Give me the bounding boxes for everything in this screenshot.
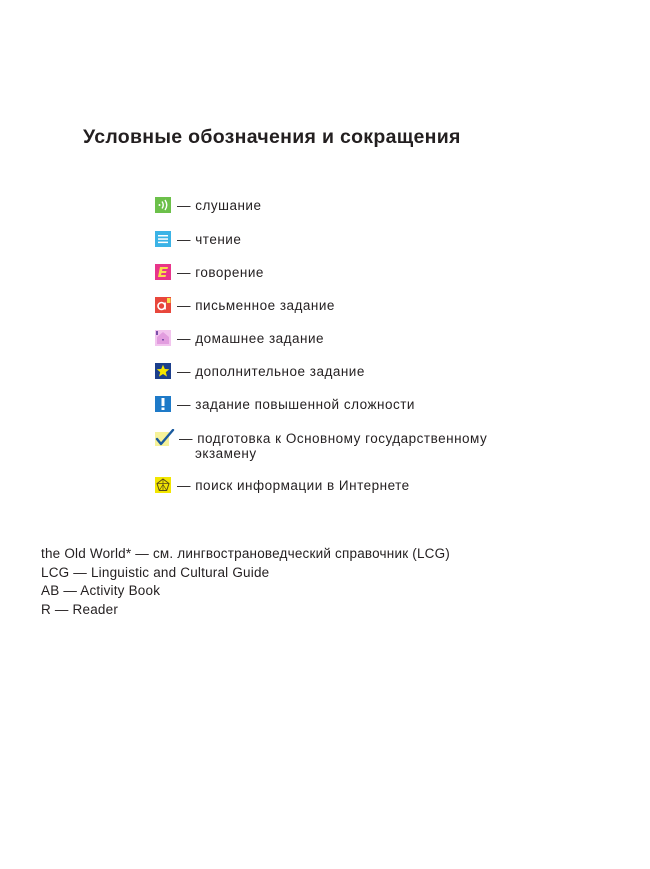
legend-label: — слушание	[177, 198, 262, 213]
legend-label: — письменное задание	[177, 298, 335, 313]
abbreviation-old-world: the Old World* — см. лингвострановедческий справочник (LCG)	[41, 546, 450, 561]
reading-icon	[155, 231, 171, 247]
legend-item-additional	[155, 364, 365, 379]
listening-icon	[155, 197, 171, 213]
legend-item-homework	[155, 331, 324, 346]
legend-label: — домашнее задание	[177, 331, 325, 346]
legend-item-internet-search	[155, 478, 410, 493]
speaking-icon	[155, 264, 171, 280]
exclamation-icon	[155, 396, 171, 412]
legend-label-continuation: экзамену	[195, 446, 257, 461]
legend-item-listening	[155, 198, 261, 213]
abbreviation-r: R — Reader	[41, 601, 119, 617]
checkmark-icon	[155, 429, 175, 447]
legend-label: — поиск информации в Интернете	[177, 478, 410, 493]
legend-item-exam-prep	[155, 431, 487, 461]
legend-label: — чтение	[177, 232, 242, 247]
abbreviation-lcg: LCG — Linguistic and Cultural Guide	[41, 564, 270, 580]
legend-label: — дополнительное задание	[177, 364, 365, 379]
legend-item-advanced	[155, 397, 415, 412]
star-icon	[155, 363, 171, 379]
legend-item-writing	[155, 298, 335, 313]
legend-label: — задание повышенной сложности	[177, 397, 415, 412]
legend-label: — подготовка к Основному государственному	[179, 431, 488, 446]
abbreviation-ab: AB — Activity Book	[41, 583, 161, 598]
abbreviations-list	[41, 545, 450, 619]
page-title: Условные обозначения и сокращения	[83, 126, 461, 148]
legend-label: — говорение	[177, 265, 264, 280]
internet-search-icon	[155, 477, 171, 493]
writing-icon	[155, 297, 171, 313]
legend-item-reading	[155, 232, 241, 247]
homework-icon	[155, 330, 171, 346]
legend-item-speaking	[155, 265, 264, 280]
